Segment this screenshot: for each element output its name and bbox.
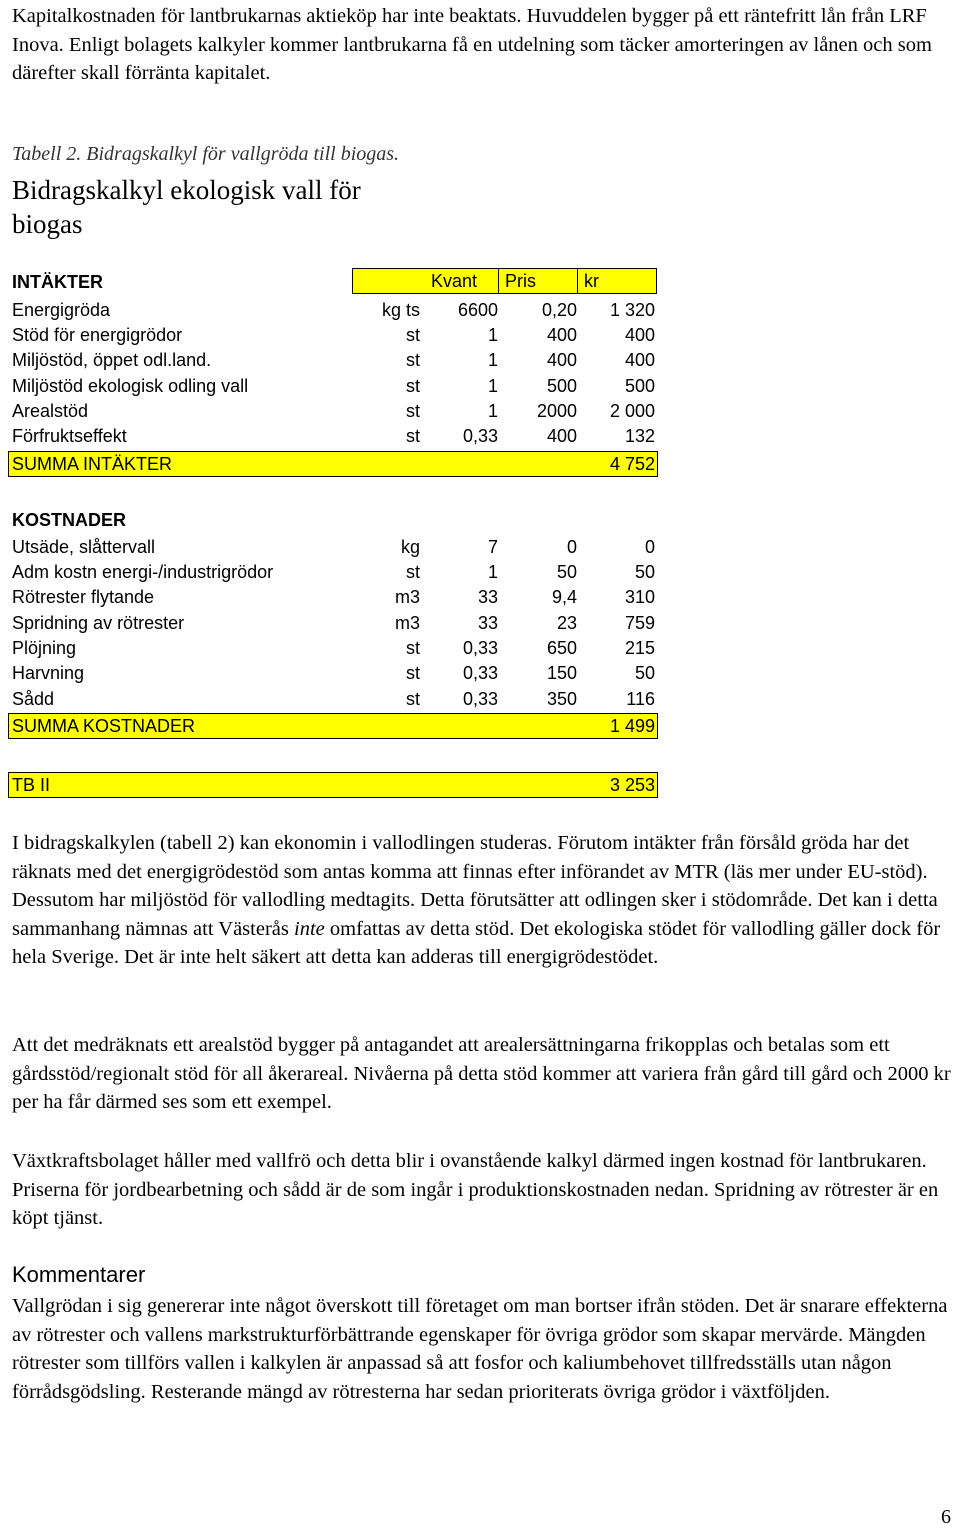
col-pris-header: Pris [498, 269, 577, 293]
tb-value: 3 253 [609, 775, 655, 795]
costs-sum-label: SUMMA KOSTNADER [12, 716, 196, 736]
tb-label: TB II [12, 775, 51, 795]
col-kvant-header: Kvant [430, 271, 477, 291]
table-row: Harvning st 0,33 150 50 [12, 663, 655, 683]
costs-heading-row [10, 508, 658, 532]
tb-bar [8, 772, 658, 798]
income-sum-value: 4 752 [609, 454, 655, 474]
costs-sum-bar [8, 713, 658, 739]
table-row: Stöd för energigrödor st 1 400 400 [12, 325, 655, 345]
table-title: Bidragskalkyl ekologisk vall för biogas [12, 175, 361, 239]
table-row: Arealstöd st 1 2000 2 000 [12, 401, 655, 421]
table-row: Miljöstöd ekologisk odling vall st 1 500 500 [12, 376, 655, 396]
income-heading: INTÄKTER [12, 272, 103, 292]
page-number: 6 [941, 1506, 951, 1528]
table-row: Miljöstöd, öppet odl.land. st 1 400 400 [12, 350, 655, 370]
table-row: Utsäde, slåttervall kg 7 0 0 [12, 537, 655, 557]
emphasis-inte: inte [294, 917, 325, 940]
table-row: Sådd st 0,33 350 116 [12, 689, 655, 709]
table-row: Adm kostn energi-/industrigrödor st 1 50 50 [12, 562, 655, 582]
table-caption: Tabell 2. Bidragskalkyl för vallgröda till biogas. [12, 143, 400, 165]
col-kr-header: kr [577, 269, 656, 293]
income-sum-label: SUMMA INTÄKTER [12, 454, 173, 474]
table-row: Spridning av rötrester m3 33 23 759 [12, 613, 655, 633]
paragraph-kommentarer: Vallgrödan i sig genererar inte något överskott till företaget om man bortser ifrån stöden. Det är snarare effekterna av rötrester och vallens markstrukturförbättrande egenskaper för övriga grödor som skapar mervärde. Mängden rötrester som tillförs vallen i kalkylen är anpassad så att fosfor och kaliumbehovet tillfredsställs utan någon förrådsgödsling. Resterande mängd av rötresterna har sedan prioriterats övriga grödor i växtföljden. [12, 1295, 948, 1403]
costs-heading: KOSTNADER [12, 510, 127, 530]
paragraph-arealstod: Att det medräknats ett arealstöd bygger på antagandet att arealersättningarna frikopplas och betalas som ett gårdsstöd/regionalt stöd för all åkerareal. Nivåerna på detta stöd kommer att variera från gård till gård och 2000 kr per ha får därmed ses som ett exempel. [12, 1034, 951, 1113]
paragraph-vaxtkraft: Växtkraftsbolaget håller med vallfrö och detta blir i ovanstående kalkyl därmed ingen kostnad för lantbrukaren. Priserna för jordbearbetning och sådd är de som ingår i produktionskostnaden nedan. Spridning av rötrester är en köpt tjänst. [12, 1150, 939, 1229]
table-row: Plöjning st 0,33 650 215 [12, 638, 655, 658]
costs-sum-value: 1 499 [609, 716, 655, 736]
table-row: Energigröda kg ts 6600 0,20 1 320 [12, 300, 655, 320]
table-row: Rötrester flytande m3 33 9,4 310 [12, 587, 655, 607]
table-row: Förfruktseffekt st 0,33 400 132 [12, 426, 655, 446]
income-sum-bar [8, 451, 658, 477]
intro-paragraph: Kapitalkostnaden för lantbrukarnas aktieköp har inte beaktats. Huvuddelen bygger på ett räntefritt lån från LRF Inova. Enligt bolagets kalkyler kommer lantbrukarna få en utdelning som täcker amorteringen av lånen och som därefter skall förränta kapitalet. [12, 5, 932, 84]
kommentarer-heading: Kommentarer [12, 1262, 146, 1287]
column-header-bar [352, 268, 657, 294]
paragraph-calculation: I bidragskalkylen (tabell 2) kan ekonomin i vallodlingen studeras. Förutom intäkter från försåld gröda har det räknats med det energigrödestöd som antas komma att finnas efter införandet av MTR (läs mer under EU-stöd). Dessutom har miljöstöd för vallodling medtagits. Detta förutsätter att odlingen sker i stödområde. Det kan i detta sammanhang nämnas att Västerås inte omfattas av detta stöd. Det ekologiska stödet för vallodling gäller dock för hela Sverige. Det är inte helt säkert att detta kan adderas till energigrödestödet. [12, 832, 941, 968]
